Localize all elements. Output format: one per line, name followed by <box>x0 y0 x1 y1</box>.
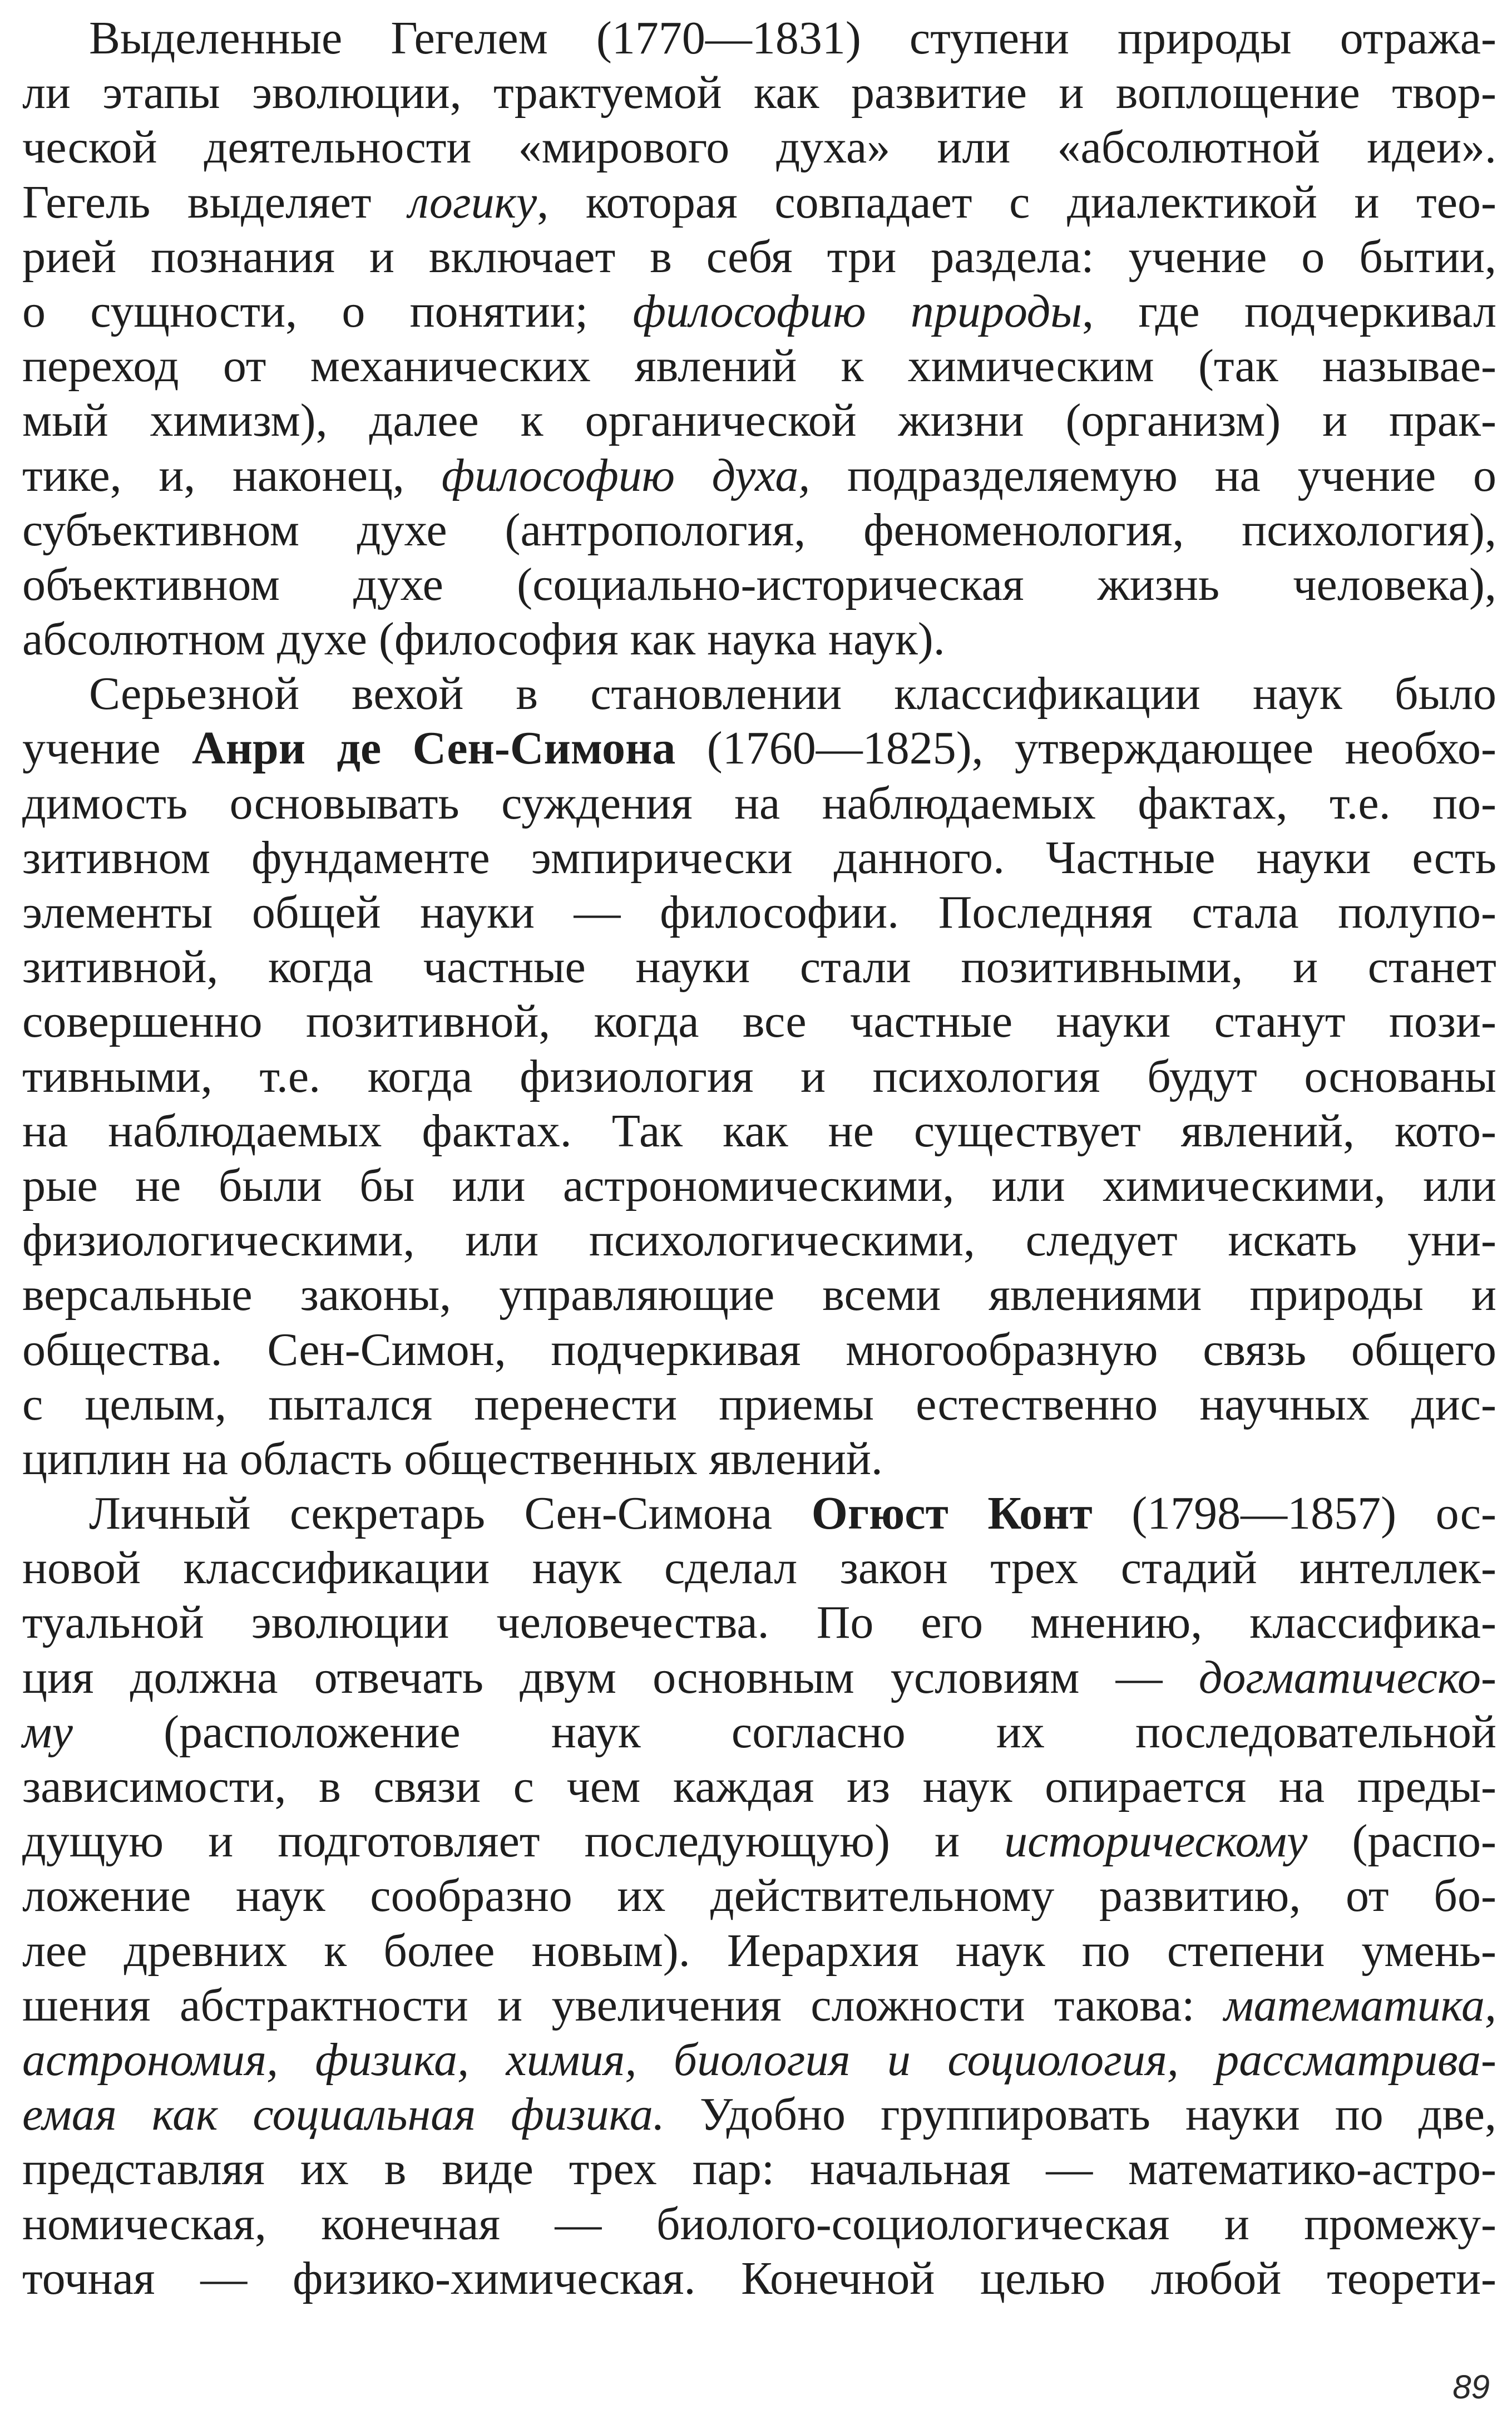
text-run: (1760—1825), утверждающее необхо- <box>675 722 1496 775</box>
text-run: номическая, конечная — биолого-социологическая и промежу- <box>22 2198 1496 2250</box>
paragraph <box>22 11 1496 667</box>
text-line <box>22 1814 1496 1869</box>
text-line <box>22 230 1496 284</box>
text-line <box>22 1978 1496 2033</box>
bold-name: Огюст Конт <box>811 1487 1093 1540</box>
italic-term: логику <box>408 176 537 228</box>
text-line <box>22 2197 1496 2251</box>
text-line <box>22 66 1496 120</box>
text-run: учение <box>22 722 192 775</box>
text-run: зитивной, когда частные науки стали позитивными, и станет <box>22 941 1496 993</box>
italic-term: му <box>22 1706 73 1758</box>
text-run: физиологическими, или психологическими, следует искать уни- <box>22 1214 1496 1267</box>
text-run: зависимости, в связи с чем каждая из наук опирается на преды- <box>22 1761 1496 1812</box>
text-run: версальные законы, управляющие всеми явлениями природы и <box>22 1269 1496 1321</box>
text-run: Серьезной вехой в становлении классификации наук было <box>89 668 1496 720</box>
text-line <box>22 1705 1496 1760</box>
text-run: новой классификации наук сделал закон трех стадий интеллек- <box>22 1542 1496 1594</box>
italic-term: математика, <box>1224 1979 1496 2031</box>
text-run: подразделяемую на учение о <box>810 449 1496 501</box>
text-line <box>22 2087 1496 2142</box>
text-line <box>22 994 1496 1049</box>
text-run: (1798—1857) ос- <box>1092 1487 1496 1540</box>
text-line <box>22 1595 1496 1650</box>
italic-term: астрономия, физика, химия, биология и социология, рассматрива- <box>22 2033 1496 2086</box>
text-line <box>22 284 1496 339</box>
text-line <box>22 1869 1496 1923</box>
text-line <box>22 558 1496 612</box>
text-run: , где подчеркивал <box>1082 285 1496 337</box>
text-run: зитивном фундаменте эмпирически данного. Частные науки есть <box>22 831 1496 884</box>
text-run: ложение наук сообразно их действительному развитию, от бо- <box>22 1870 1496 1922</box>
text-run: переход от механических явлений к химическим (так называе- <box>22 340 1496 392</box>
text-run: (расположение наук согласно их последовательной <box>72 1706 1496 1758</box>
text-run: субъективном духе (антропология, феноменология, психология), <box>22 504 1496 556</box>
text-run: элементы общей науки — философии. Последняя стала полупо- <box>22 886 1496 938</box>
text-line <box>22 339 1496 393</box>
text-line <box>22 1486 1496 1541</box>
text-run: представляя их в виде трех пар: начальная — математико-астро- <box>22 2143 1496 2195</box>
text-run: объективном духе (социально-историческая жизнь человека), <box>22 558 1496 610</box>
text-run: Гегель выделяет <box>22 176 409 228</box>
text-run: (распо- <box>1307 1815 1496 1868</box>
italic-term: емая как социальная физика. <box>22 2088 665 2141</box>
text-run: Личный секретарь Сен-Симона <box>89 1487 812 1540</box>
text-line <box>22 1323 1496 1377</box>
text-line <box>22 721 1496 776</box>
text-line <box>22 503 1496 558</box>
bold-name: Анри де Сен-Симона <box>192 722 676 775</box>
text-run: абсолютном духе (философия как наука наук). <box>22 613 945 666</box>
text-line <box>22 1104 1496 1159</box>
page-number: 89 <box>1452 2368 1490 2406</box>
text-line <box>22 1924 1496 1978</box>
text-line <box>22 1651 1496 1705</box>
text-run: , которая совпадает с диалектикой и тео- <box>537 176 1496 228</box>
italic-term: историческому <box>1004 1815 1308 1868</box>
text-line <box>22 1377 1496 1432</box>
text-line <box>22 2033 1496 2087</box>
paragraph <box>22 667 1496 1486</box>
text-run: димость основывать суждения на наблюдаемых фактах, т.е. по- <box>22 777 1496 829</box>
text-line <box>22 1760 1496 1814</box>
text-run: точная — физико-химическая. Конечной целью любой теорети- <box>22 2252 1496 2304</box>
text-run: лее древних к более новым). Иерархия наук по степени умень- <box>22 1924 1496 1977</box>
text-run: общества. Сен-Симон, подчеркивая многообразную связь общего <box>22 1323 1496 1376</box>
text-line <box>22 667 1496 721</box>
text-run: тивными, т.е. когда физиология и психология будут основаны <box>22 1050 1496 1102</box>
text-run: совершенно позитивной, когда все частные науки станут пози- <box>22 996 1496 1048</box>
text-run: на наблюдаемых фактах. Так как не существует явлений, кото- <box>22 1105 1496 1157</box>
text-line <box>22 1213 1496 1268</box>
italic-term: философию природы <box>633 285 1083 337</box>
text-run: шения абстрактности и увеличения сложности такова: <box>22 1979 1224 2031</box>
text-run: циплин на область общественных явлений. <box>22 1432 883 1485</box>
paragraph <box>22 1486 1496 2306</box>
text-run: рые не были бы или астрономическими, или химическими, или <box>22 1159 1496 1211</box>
text-run: Удобно группировать науки по две, <box>664 2088 1496 2141</box>
text-line <box>22 612 1496 667</box>
text-line <box>22 1432 1496 1486</box>
text-line <box>22 776 1496 831</box>
text-run: Выделенные Гегелем (1770—1831) ступени природы отража- <box>89 12 1496 64</box>
text-line <box>22 940 1496 994</box>
text-line <box>22 1159 1496 1213</box>
text-run: дущую и подготовляет последующую) и <box>22 1815 1005 1868</box>
text-run: мый химизм), далее к органической жизни (организм) и прак- <box>22 395 1496 447</box>
text-line <box>22 885 1496 940</box>
text-line <box>22 2251 1496 2306</box>
text-run: рией познания и включает в себя три раздела: учение о бытии, <box>22 230 1496 283</box>
text-line <box>22 1050 1496 1104</box>
italic-term: догматическо- <box>1198 1651 1496 1703</box>
text-run: о сущности, о понятии; <box>22 285 633 337</box>
text-run: ли этапы эволюции, трактуемой как развитие и воплощение твор- <box>22 67 1496 119</box>
text-run: туальной эволюции человечества. По его мнению, классифика- <box>22 1597 1496 1649</box>
text-line <box>22 831 1496 885</box>
text-line <box>22 449 1496 503</box>
italic-term: философию духа, <box>441 449 811 501</box>
text-line <box>22 1541 1496 1595</box>
text-line <box>22 175 1496 230</box>
text-run: ция должна отвечать двум основным условиям — <box>22 1651 1199 1703</box>
text-line <box>22 120 1496 175</box>
text-line <box>22 1268 1496 1322</box>
text-line <box>22 393 1496 448</box>
text-line <box>22 11 1496 66</box>
text-run: с целым, пытался перенести приемы естественно научных дис- <box>22 1378 1496 1430</box>
text-run: ческой деятельности «мирового духа» или «абсолютной идеи». <box>22 121 1496 174</box>
page-body <box>22 11 1496 2306</box>
text-run: тике, и, наконец, <box>22 449 442 501</box>
text-line <box>22 2142 1496 2196</box>
